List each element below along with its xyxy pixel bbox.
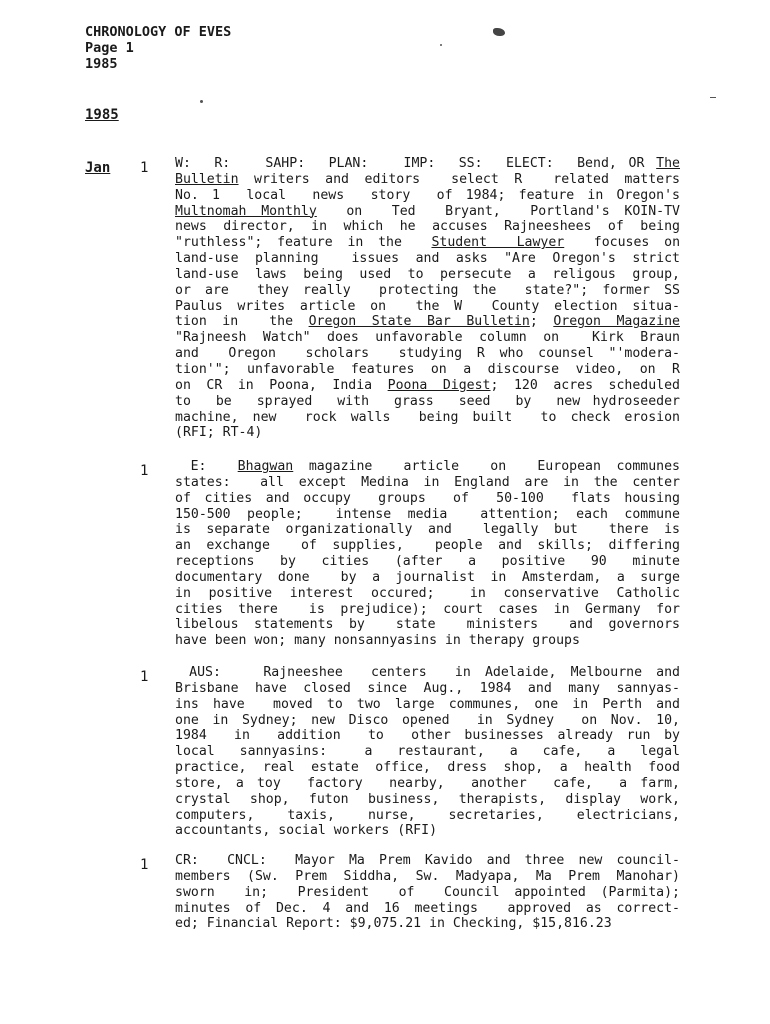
entry-line: states: all except Medina in England are in the center — [175, 474, 680, 490]
publication-title: Oregon Magazine — [553, 314, 680, 330]
entry-line: minutes of Dec. 4 and 16 meetings approved as correct- — [175, 900, 680, 916]
entry-text — [175, 853, 680, 932]
entry-line: 1984 in addition to other businesses already run by — [175, 728, 680, 744]
header-year: 1985 — [85, 56, 118, 72]
entry-line: one in Sydney; new Disco opened in Sydney on Nov. 10, — [175, 712, 680, 728]
entry-line: crystal shop, futon business, therapists, display work, — [175, 791, 680, 807]
entry-line: have been won; many nonsannyasins in therapy groups — [175, 633, 580, 649]
entry-day: 1 — [140, 463, 149, 479]
entry-text — [175, 459, 680, 649]
entry-line: machine, new rock walls being built to check erosion — [175, 409, 680, 425]
entry-line: and Oregon scholars studying R who counsel "'modera- — [175, 346, 680, 362]
entry-line: tion in the Oregon State Bar Bulletin; Oregon Magazine — [175, 314, 680, 330]
publication-title: Oregon State Bar Bulletin — [308, 314, 530, 330]
scan-speck — [710, 97, 716, 98]
publication-title: Bulletin — [175, 171, 239, 187]
publication-title: Poona Digest — [387, 377, 491, 393]
entry-day: 1 — [140, 857, 149, 873]
entry-line: E: Bhagwan magazine article on European communes — [175, 459, 680, 474]
entry-line: Paulus writes article on the W County election situa- — [175, 298, 680, 314]
entry-line: Multnomah Monthly on Ted Bryant, Portland's KOIN-TV — [175, 203, 680, 219]
entry-line: to be sprayed with grass seed by new hydroseeder — [175, 393, 680, 409]
entry-line: on CR in Poona, India Poona Digest; 120 acres scheduled — [175, 377, 681, 393]
entry-text — [175, 665, 680, 839]
entry-line: documentary done by a journalist in Amsterdam, a surge — [175, 569, 680, 585]
entry-line: tion'"; unfavorable features on a discourse video, on R — [175, 361, 680, 377]
entry-line: in positive interest occured; in conservative Catholic — [175, 585, 680, 601]
entry-line: or are they really protecting the state?"; former SS — [175, 282, 680, 298]
entry-line: Brisbane have closed since Aug., 1984 and many sannyas- — [175, 680, 680, 696]
entry-line: CR: CNCL: Mayor Ma Prem Kavido and three new council- — [175, 853, 680, 868]
publication-title: Multnomah Monthly — [175, 203, 317, 219]
entry-line: an exchange of supplies, people and skills; differing — [175, 538, 680, 554]
publication-title: The — [656, 156, 680, 171]
entry-line: cities there is prejudice); court cases in Germany for — [175, 601, 680, 617]
entry-line: of cities and occupy groups of 50-100 flats housing — [175, 490, 680, 506]
entry-line: 150-500 people; intense media attention; each commune — [175, 506, 680, 522]
document-header — [85, 24, 231, 72]
scan-speck — [493, 28, 505, 36]
entry-line: news director, in which he accuses Rajneeshees of being — [175, 219, 680, 235]
entry-line: "ruthless"; feature in the Student Lawyer focuses on — [175, 235, 681, 251]
month-label: Jan — [85, 160, 111, 176]
entry-line: "Rajneesh Watch" does unfavorable column on Kirk Braun — [175, 330, 680, 346]
entry-line: AUS: Rajneeshee centers in Adelaide, Melbourne and — [175, 665, 680, 680]
entry-line: libelous statements by state ministers and governors — [175, 617, 680, 633]
publication-title: Bhagwan — [237, 459, 294, 474]
entry-line: ed; Financial Report: $9,075.21 in Checking, $15,816.23 — [175, 916, 612, 932]
entry-line: W: R: SAHP: PLAN: IMP: SS: ELECT: Bend, OR The — [175, 156, 680, 171]
entry-day: 1 — [140, 669, 149, 685]
entry-line: store, a toy factory nearby, another cafe, a farm, — [175, 775, 680, 791]
entry-line: land-use planning issues and asks "Are Oregon's strict — [175, 251, 680, 267]
entry-line: land-use laws being used to persecute a religous group, — [175, 266, 680, 282]
entry-line: No. 1 local news story of 1984; feature in Oregon's — [175, 187, 680, 203]
entry-line: Bulletin writers and editors select R related matters — [175, 171, 680, 187]
entry-line: ins have moved to two large communes, one in Perth and — [175, 696, 680, 712]
entry-line: sworn in; President of Council appointed (Parmita); — [175, 884, 680, 900]
entry-line: accountants, social workers (RFI) — [175, 823, 438, 839]
scan-speck — [440, 44, 442, 46]
entry-line: (RFI; RT-4) — [175, 425, 263, 441]
entry-line: local sannyasins: a restaurant, a cafe, a legal — [175, 744, 680, 760]
header-title: CHRONOLOGY OF EVES — [85, 24, 232, 40]
entry-line: practice, real estate office, dress shop, a health food — [175, 760, 680, 776]
publication-title: Student Lawyer — [431, 235, 565, 251]
entry-line: is separate organizationally and legally but there is — [175, 522, 680, 538]
entry-day: 1 — [140, 160, 149, 176]
entry-line: members (Sw. Prem Siddha, Sw. Madyapa, Ma Prem Manohar) — [175, 868, 680, 884]
entry-line: receptions by cities (after a positive 90 minute — [175, 554, 680, 570]
year-heading: 1985 — [85, 107, 119, 123]
scan-speck — [200, 100, 203, 103]
entry-text — [175, 156, 680, 441]
header-page-number: Page 1 — [85, 40, 134, 56]
entry-line: computers, taxis, nurse, secretaries, electricians, — [175, 807, 680, 823]
